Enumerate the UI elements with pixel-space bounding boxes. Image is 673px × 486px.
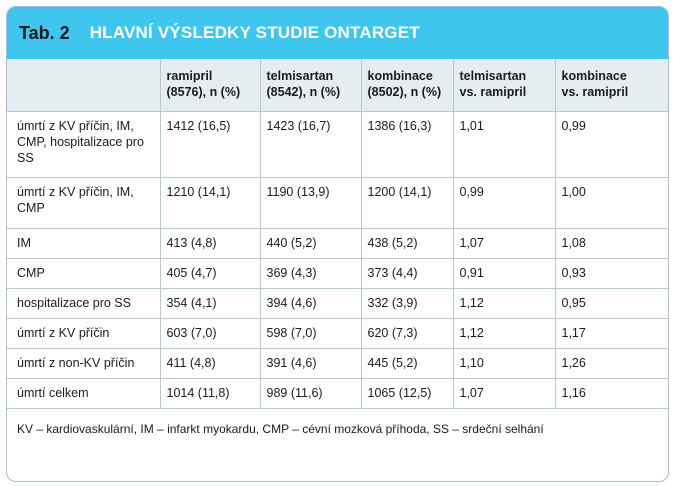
cell-telmisartan: 394 (4,6) xyxy=(260,288,361,318)
column-header-telmisartan-vs-ramipril: telmisartan vs. ramipril xyxy=(453,59,555,111)
table-header-bar xyxy=(7,7,668,59)
cell-tel-vs-ram: 1,10 xyxy=(453,348,555,378)
cell-label: úmrtí z KV příčin, IM, CMP xyxy=(7,177,160,228)
cell-tel-vs-ram: 1,01 xyxy=(453,111,555,177)
cell-komb-vs-ram: 1,16 xyxy=(555,378,668,408)
cell-label: úmrtí celkem xyxy=(7,378,160,408)
cell-label: IM xyxy=(7,228,160,258)
table-row xyxy=(7,258,668,288)
cell-kombinace: 445 (5,2) xyxy=(361,348,453,378)
cell-telmisartan: 1190 (13,9) xyxy=(260,177,361,228)
cell-ramipril: 411 (4,8) xyxy=(160,348,260,378)
cell-komb-vs-ram: 1,17 xyxy=(555,318,668,348)
cell-ramipril: 354 (4,1) xyxy=(160,288,260,318)
cell-telmisartan: 598 (7,0) xyxy=(260,318,361,348)
cell-tel-vs-ram: 1,12 xyxy=(453,318,555,348)
cell-kombinace: 438 (5,2) xyxy=(361,228,453,258)
cell-komb-vs-ram: 1,08 xyxy=(555,228,668,258)
column-header-kombinace-vs-ramipril: kombinace vs. ramipril xyxy=(555,59,668,111)
column-header-telmisartan: telmisartan (8542), n (%) xyxy=(260,59,361,111)
cell-ramipril: 1014 (11,8) xyxy=(160,378,260,408)
results-table xyxy=(7,59,668,409)
cell-tel-vs-ram: 0,91 xyxy=(453,258,555,288)
column-header-ramipril: ramipril (8576), n (%) xyxy=(160,59,260,111)
cell-telmisartan: 1423 (16,7) xyxy=(260,111,361,177)
table-row xyxy=(7,288,668,318)
cell-telmisartan: 369 (4,3) xyxy=(260,258,361,288)
table-row xyxy=(7,378,668,408)
cell-label: CMP xyxy=(7,258,160,288)
cell-telmisartan: 440 (5,2) xyxy=(260,228,361,258)
table-number: Tab. 2 xyxy=(19,22,70,43)
cell-label: úmrtí z non-KV příčin xyxy=(7,348,160,378)
cell-kombinace: 1200 (14,1) xyxy=(361,177,453,228)
cell-kombinace: 332 (3,9) xyxy=(361,288,453,318)
cell-label: úmrtí z KV příčin, IM, CMP, hospitalizace pro SS xyxy=(7,111,160,177)
table-row xyxy=(7,228,668,258)
header-row xyxy=(7,59,668,111)
cell-kombinace: 373 (4,4) xyxy=(361,258,453,288)
cell-tel-vs-ram: 0,99 xyxy=(453,177,555,228)
cell-tel-vs-ram: 1,07 xyxy=(453,228,555,258)
column-header-kombinace: kombinace (8502), n (%) xyxy=(361,59,453,111)
cell-ramipril: 1412 (16,5) xyxy=(160,111,260,177)
cell-kombinace: 1386 (16,3) xyxy=(361,111,453,177)
cell-ramipril: 1210 (14,1) xyxy=(160,177,260,228)
table-row xyxy=(7,318,668,348)
cell-komb-vs-ram: 1,26 xyxy=(555,348,668,378)
cell-kombinace: 620 (7,3) xyxy=(361,318,453,348)
cell-tel-vs-ram: 1,12 xyxy=(453,288,555,318)
cell-komb-vs-ram: 0,95 xyxy=(555,288,668,318)
cell-label: úmrtí z KV příčin xyxy=(7,318,160,348)
cell-komb-vs-ram: 0,99 xyxy=(555,111,668,177)
cell-telmisartan: 989 (11,6) xyxy=(260,378,361,408)
table-footnote: KV – kardiovaskulární, IM – infarkt myokardu, CMP – cévní mozková příhoda, SS – srdeční selhání xyxy=(17,421,544,436)
table-row xyxy=(7,177,668,228)
table-title: HLAVNÍ VÝSLEDKY STUDIE ONTARGET xyxy=(89,23,420,42)
cell-ramipril: 413 (4,8) xyxy=(160,228,260,258)
cell-telmisartan: 391 (4,6) xyxy=(260,348,361,378)
table-row xyxy=(7,348,668,378)
cell-kombinace: 1065 (12,5) xyxy=(361,378,453,408)
cell-ramipril: 405 (4,7) xyxy=(160,258,260,288)
table-row xyxy=(7,111,668,177)
cell-label: hospitalizace pro SS xyxy=(7,288,160,318)
table-card xyxy=(6,6,669,482)
cell-ramipril: 603 (7,0) xyxy=(160,318,260,348)
cell-tel-vs-ram: 1,07 xyxy=(453,378,555,408)
column-header-label xyxy=(7,59,160,111)
cell-komb-vs-ram: 0,93 xyxy=(555,258,668,288)
cell-komb-vs-ram: 1,00 xyxy=(555,177,668,228)
